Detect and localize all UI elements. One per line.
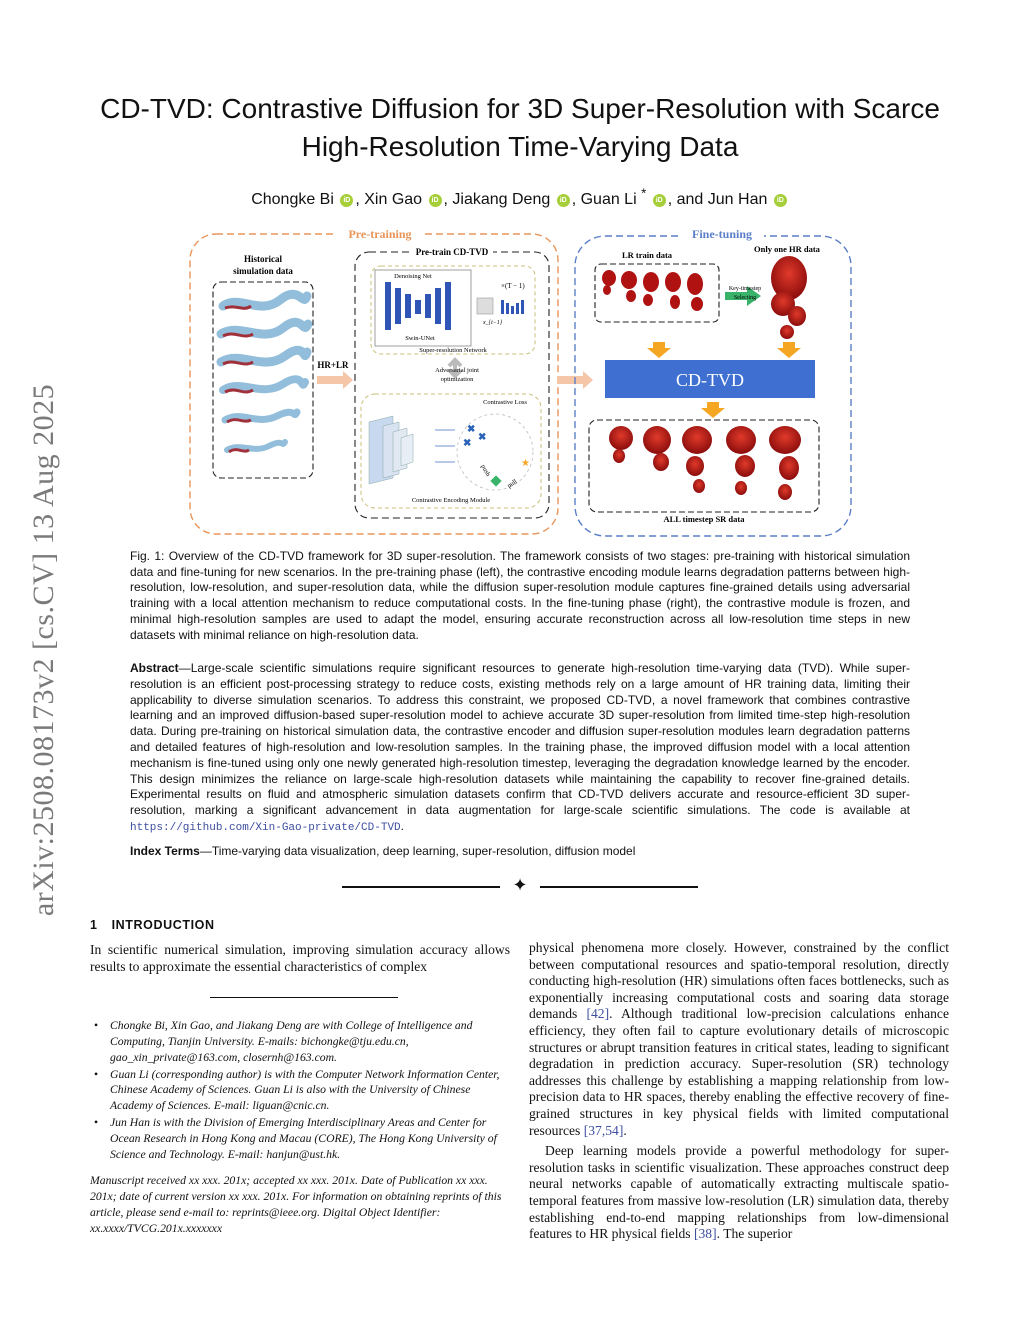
- contrastive-loss-label: Contrastive Loss: [483, 399, 527, 406]
- author-separator: ,: [355, 191, 365, 209]
- author-4: [580, 186, 708, 209]
- author-list: [80, 186, 960, 209]
- swirl-simulation-images: [221, 294, 308, 452]
- sr-network-label: Super-resolution Network: [419, 347, 487, 354]
- paper-title: [60, 90, 980, 166]
- pull-label: pull: [506, 478, 519, 490]
- author-name: Jun Han: [707, 191, 768, 209]
- hrlr-arrow: [317, 371, 353, 389]
- paragraph-text: Deep learning models provide a powerful methodology for super-resolution tasks in scientific visualization. These approaches construct deep neural networks capable of automatically extracting multiscale spatio-temporal features from massive low-resolution (LR) simulation data, thereby establishing end-to-end mapping relationships from low-dimensional features to HR physical fields: [529, 1143, 949, 1242]
- corresponding-mark: *: [641, 186, 647, 201]
- title-line-2: High-Resolution Time-Varying Data: [301, 131, 739, 162]
- lr-flame-samples: [602, 270, 703, 311]
- figure-caption: Fig. 1: Overview of the CD-TVD framework for 3D super-resolution. The framework consists of two stages: pre-training with historical simulation data and fine-tuning for new scenarios. In the pre-training phase (left), the contrastive encoding module learns degradation patterns between high-resolution, low-resolution, and super-resolution data, while the diffusion super-resolution module captures fine-grained details using adversarial training with a local attention mechanism to reduce computational costs. In the fine-tuning phase (right), the contrastive module is frozen, and minimal high-resolution samples are used to adapt the model, ensuring accurate reconstruction across all low-resolution time steps in new datasets with minimal reliance on high-resolution data.: [130, 549, 910, 642]
- swin-unet-bars: [385, 282, 451, 330]
- paragraph-text: . Although traditional low-precision calculations enhance efficiency, they often fail to capture evolutionary details of microscopic structures or abrupt transition features in critical states, leading to significant degradation in prediction accuracy. Super-resolution (SR) technology addresses this challenge by establishing a mapping relationship from low-precision data to HR spaces, thereby enabling the effective recovery of fine-grained structures in key physical fields with limited computational resources: [529, 1006, 949, 1138]
- intro-paragraph-right-2: [529, 1143, 949, 1243]
- footnote-item: • Chongke Bi, Xin Gao, and Jiakang Deng are with College of Intelligence and Computing, Tianjin University. E-mails: bichongke@tju.edu.cn, gao_xin_private@163.com, closernh@163.com.: [90, 1018, 510, 1065]
- author-name: Guan Li: [580, 191, 637, 209]
- key-timestep-label-1: Key-timestep: [728, 286, 762, 292]
- only-hr-label: Only one HR data: [754, 244, 820, 254]
- output-down-arrow: [701, 402, 725, 418]
- author-5: [708, 191, 789, 208]
- x-t-minus-1-label: x_{t−1}: [483, 320, 503, 326]
- index-terms-text: —Time-varying data visualization, deep learning, super-resolution, diffusion model: [199, 844, 636, 858]
- abstract-label: Abstract: [130, 661, 179, 675]
- intro-paragraph-left: In scientific numerical simulation, improving simulation accuracy allows results to approximate the essential characteristics of complex: [90, 942, 510, 974]
- historical-label-2: simulation data: [233, 266, 293, 276]
- abstract-end: .: [400, 818, 404, 833]
- hr-down-arrow: [777, 342, 801, 358]
- orcid-icon[interactable]: iD: [429, 194, 442, 207]
- hrlr-label: HR+LR: [317, 360, 349, 370]
- orcid-icon[interactable]: iD: [653, 194, 666, 207]
- author-3: [452, 191, 580, 208]
- all-timestep-label: ALL timestep SR data: [663, 514, 745, 524]
- orcid-icon[interactable]: iD: [774, 194, 787, 207]
- positive-star: ★: [521, 458, 530, 469]
- encoder-arrows: [435, 430, 455, 462]
- author-separator: ,: [571, 191, 581, 209]
- t-minus-1-label: ×(T − 1): [501, 282, 525, 290]
- sr-flame-samples: [609, 426, 801, 500]
- author-name: Jiakang Deng: [452, 191, 551, 209]
- lr-train-label: LR train data: [621, 250, 673, 260]
- section-number: 1: [90, 918, 98, 932]
- push-label: push: [479, 463, 492, 478]
- svg-text:✖: ✖: [478, 432, 487, 443]
- abstract-text: —Large-scale scientific simulations require significant resources to generate high-resolution time-varying data (TVD). While super-resolution is an efficient post-processing strategy to reduce costs, existing methods rely on a large amount of HR training data, limiting their applicability to diverse simulation scenarios. To address this constraint, we proposed CD-TVD, a novel framework that combines contrastive learning and an improved diffusion-based super-resolution model to achieve accurate 3D super-resolution from limited time-step high-resolution data. During pre-training on historical simulation data, the contrastive encoder and diffusion super-resolution modules learn degradation patterns and detailed features of high-resolution and low-resolution samples. In the training phase, the improved diffusion model with a local attention mechanism is fine-tuned using only one newly generated high-resolution timestep, leveraging the degradation knowledge learned by the encoder. This design minimizes the reliance on large-scale high-resolution datasets while maintaining the capability to recover fine-grained details. Experimental results on fluid and atmospheric simulation datasets confirm that CD-TVD delivers accurate and resource-efficient 3D super-resolution, marking a significant advancement in data augmentation for large-scale scientific simulations. The code is available at: [130, 661, 910, 818]
- historical-label-1: Historical: [244, 254, 282, 264]
- left-column: [90, 942, 510, 1237]
- divider-star-icon: ✦: [512, 875, 528, 896]
- author-name: Xin Gao: [364, 191, 423, 209]
- finetuning-label: Fine-tuning: [691, 227, 753, 241]
- orcid-icon[interactable]: iD: [557, 194, 570, 207]
- citation-link[interactable]: [38]: [693, 1226, 717, 1242]
- swin-unet-label: Swin-UNet: [405, 335, 435, 342]
- adversarial-label-1: Adversarial joint: [435, 367, 479, 374]
- embedding-crosses: [463, 424, 486, 449]
- author-separator: ,: [443, 191, 453, 209]
- index-terms: [130, 844, 910, 858]
- section-heading: [90, 918, 215, 932]
- lr-down-arrow: [647, 342, 671, 358]
- paragraph-text: .: [623, 1122, 627, 1138]
- title-line-1: CD-TVD: Contrastive Diffusion for 3D Super-Resolution with Scarce: [100, 93, 940, 124]
- author-separator: , and: [667, 191, 708, 209]
- footnote-item: • Jun Han is with the Division of Emerging Interdisciplinary Areas and Center for Ocean Research in Hong Kong and Macau (CORE), The Hong Kong University of Science and Technology. E-mail: hanjun@ust.hk.: [90, 1115, 510, 1162]
- hr-flame-sample: [771, 256, 807, 339]
- encoder-blocks: [369, 416, 413, 484]
- author-2: [364, 191, 452, 208]
- section-divider: [342, 877, 698, 897]
- code-link[interactable]: https://github.com/Xin-Gao-private/CD-TVD: [130, 821, 401, 834]
- manuscript-note: Manuscript received xx xxx. 201x; accepted xx xxx. 201x. Date of Publication xx xxx. 201x; date of current version xx xxx. 201x. For information on obtaining reprints of this article, please send e-mail to: reprints@ieee.org. Digital Object Identifier: xx.xxxx/TVCG.201x.xxxxxxx: [90, 1174, 502, 1235]
- contrastive-module-label: Contrastive Encoding Module: [411, 497, 491, 504]
- author-name: Chongke Bi: [251, 191, 334, 209]
- adversarial-label-2: optimization: [440, 376, 474, 383]
- divider-line-right: [540, 886, 698, 888]
- section-title: INTRODUCTION: [111, 918, 215, 932]
- key-timestep-label-2: Selecting: [733, 295, 757, 301]
- citation-link[interactable]: [37,54]: [583, 1122, 624, 1138]
- footnote-rule: [210, 997, 398, 998]
- paragraph-text: physical phenomena more closely. However, constrained by the conflict between computational resources and spatio-temporal resolution, directly conducting high-resolution (HR) simulations often faces bottlenecks, such as exponentially increasing computational costs and soaring data storage demands: [529, 940, 949, 1022]
- abstract: [130, 661, 910, 837]
- author-1: [251, 191, 364, 208]
- cdtvd-block-label: CD-TVD: [676, 370, 744, 390]
- paragraph-text: . The superior: [716, 1226, 793, 1242]
- arxiv-stamp: [14, 330, 74, 970]
- pretrain-cdtvd-label: Pre-train CD-TVD: [415, 247, 489, 257]
- svg-text:✖: ✖: [463, 438, 472, 449]
- orcid-icon[interactable]: iD: [340, 194, 353, 207]
- anchor-diamond: [490, 475, 501, 486]
- pretraining-label: Pre-training: [348, 227, 412, 241]
- affiliation-footnotes: [90, 1018, 510, 1162]
- latent-cube: [477, 298, 493, 314]
- framework-diagram: [185, 226, 855, 546]
- arxiv-stamp-text: arXiv:2508.08173v2 [cs.CV] 13 Aug 2025: [27, 383, 61, 917]
- divider-line-left: [342, 886, 500, 888]
- citation-link[interactable]: [42]: [586, 1006, 610, 1022]
- right-column: [529, 940, 949, 1243]
- denoising-net-label: Denoising Net: [394, 273, 432, 280]
- intro-paragraph-right-1: [529, 940, 949, 1139]
- index-terms-label: Index Terms: [130, 844, 200, 858]
- figure-1: [185, 226, 855, 546]
- footnote-item: • Guan Li (corresponding author) is with the Computer Network Information Center, Chinese Academy of Sciences. Guan Li is also with the University of Chinese Academy of Sciences. E-mail: liguan@cnic.cn.: [90, 1067, 510, 1114]
- output-bars: [501, 300, 524, 314]
- svg-text:✖: ✖: [467, 424, 476, 435]
